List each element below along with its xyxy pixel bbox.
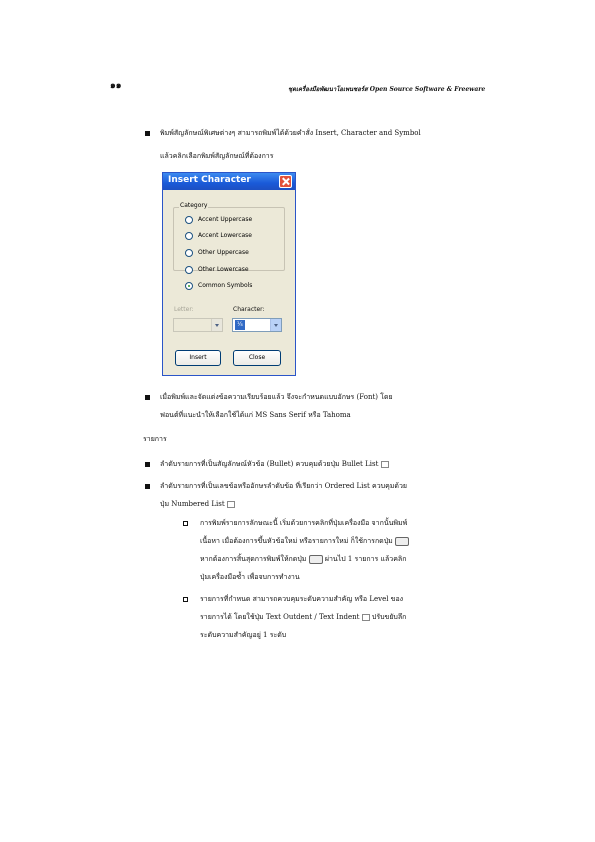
paragraph-text: เนื้อหา เมื่อต้องการขึ้นหัวข้อใหม่ หรือรายการใหม่ ก็ใช้การกดปุ่ม	[200, 537, 393, 545]
enter-key-icon	[395, 537, 409, 546]
paragraph-line: ปุ่มเครื่องมือซ้ำ เพื่อจบการทำงาน	[200, 573, 300, 581]
dialog-titlebar[interactable]	[163, 173, 295, 190]
character-select[interactable]	[232, 318, 282, 332]
paragraph-text: ลำดับรายการที่เป็นสัญลักษณ์หัวข้อ (Bullet) ควบคุมด้วยปุ่ม Bullet List	[160, 460, 379, 468]
indent-icon	[362, 614, 370, 621]
paragraph-line: ฟอนต์ที่แนะนำให้เลือกใช้ได้แก่ MS Sans Serif หรือ Tahoma	[160, 411, 351, 419]
radio-label: Accent Uppercase	[198, 216, 253, 223]
page-number: ๑๑	[110, 81, 122, 91]
letter-select[interactable]	[173, 318, 223, 332]
sub-bullet-marker	[183, 597, 188, 602]
close-icon[interactable]	[279, 175, 292, 188]
enter-key-icon	[309, 555, 323, 564]
radio-button[interactable]	[185, 249, 193, 257]
paragraph-line: รายการที่กำหนด สามารถควบคุมระดับความสำคัญ หรือ Level ของ	[200, 595, 404, 603]
paragraph-line	[160, 459, 389, 470]
radio-button[interactable]	[185, 232, 193, 240]
character-value: ¼	[237, 321, 243, 328]
bullet-marker	[145, 131, 150, 136]
paragraph-line: พิมพ์สัญลักษณ์พิเศษต่างๆ สามารถพิมพ์ได้ด้วยคำสั่ง Insert, Character and Symbol	[160, 129, 421, 137]
insert-button[interactable]: Insert	[175, 350, 221, 366]
close-button[interactable]: Close	[233, 350, 281, 366]
paragraph-line	[200, 554, 406, 565]
radio-label: Accent Lowercase	[198, 232, 252, 239]
running-header: ชุดเครื่องมือพัฒนาโอเพนซอร์ส Open Source Software & Freeware	[288, 86, 486, 93]
paragraph-text: รายการได้ โดยใช้ปุ่ม Text Outdent / Text Indent	[200, 613, 360, 621]
paragraph-line: การพิมพ์รายการลักษณะนี้ เริ่มด้วยการคลิกที่ปุ่มเครื่องมือ จากนั้นพิมพ์	[200, 519, 408, 527]
paragraph-text: ปุ่ม Numbered List	[160, 500, 225, 508]
bullet-marker	[145, 484, 150, 489]
radio-label: Other Lowercase	[198, 266, 249, 273]
paragraph-line: เมื่อพิมพ์และจัดแต่งข้อความเรียบร้อยแล้ว จึงจะกำหนดแบบอักษร (Font) โดย	[160, 393, 393, 401]
numbered-list-icon	[227, 501, 235, 508]
insert-character-dialog	[162, 172, 296, 376]
radio-label: Common Symbols	[198, 282, 253, 289]
paragraph-line	[160, 499, 235, 510]
bullet-marker	[145, 395, 150, 400]
radio-label: Other Uppercase	[198, 249, 249, 256]
radio-button[interactable]	[185, 216, 193, 224]
chevron-down-icon[interactable]	[270, 319, 281, 331]
paragraph-line: แล้วคลิกเลือกพิมพ์สัญลักษณ์ที่ต้องการ	[160, 152, 274, 160]
paragraph-text: ปรับขยับลึก	[371, 613, 407, 621]
radio-button-checked[interactable]	[185, 282, 193, 290]
bullet-marker	[145, 462, 150, 467]
section-heading: รายการ	[143, 435, 167, 443]
chevron-down-icon[interactable]	[211, 319, 222, 331]
paragraph-text: หากต้องการสิ้นสุดการพิมพ์ให้กดปุ่ม	[200, 555, 307, 563]
paragraph-text: ผ่านไป 1 รายการ แล้วคลิก	[324, 555, 407, 563]
category-label: Category	[180, 202, 208, 209]
dialog-title: Insert Character	[168, 175, 251, 185]
paragraph-line	[200, 612, 406, 623]
paragraph-line: ระดับความสำคัญอยู่ 1 ระดับ	[200, 631, 287, 639]
paragraph-line	[200, 536, 409, 547]
letter-label: Letter:	[174, 306, 194, 313]
radio-button[interactable]	[185, 266, 193, 274]
sub-bullet-marker	[183, 521, 188, 526]
bullet-list-icon	[381, 461, 389, 468]
character-label: Character:	[233, 306, 265, 313]
paragraph-line: ลำดับรายการที่เป็นเลขข้อหรืออักษรลำดับข้อ ที่เรียกว่า Ordered List ควบคุมด้วย	[160, 482, 407, 490]
